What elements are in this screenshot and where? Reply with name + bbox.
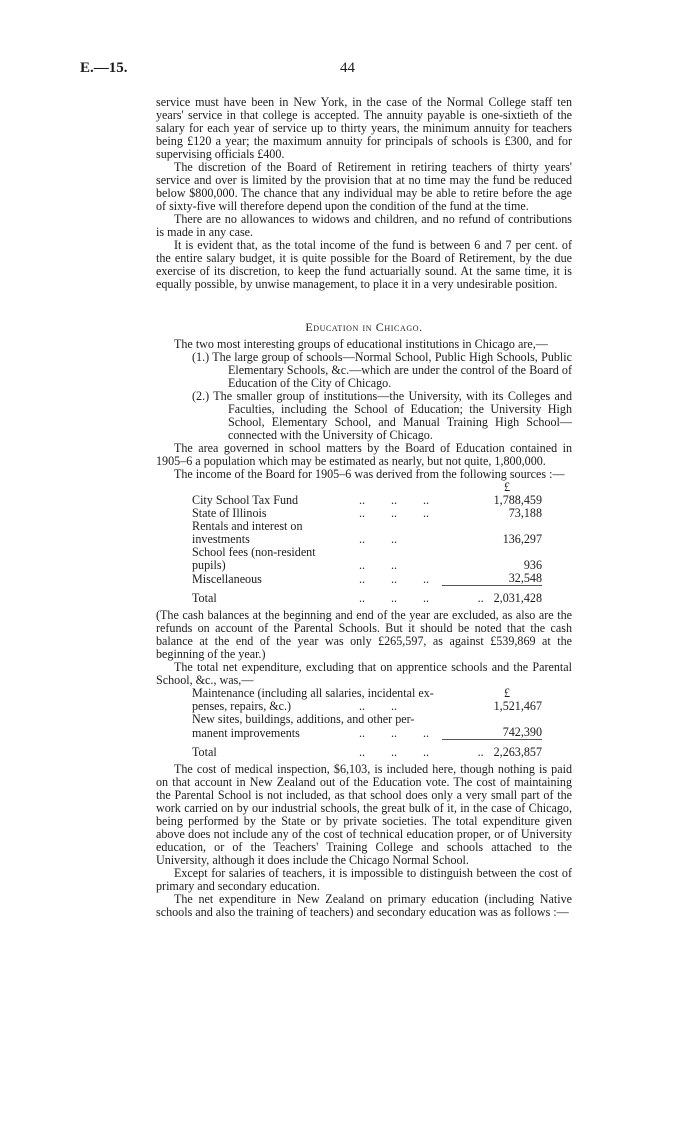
leader-dots: .. xyxy=(477,591,484,605)
leader-dots: .. xyxy=(422,571,430,586)
table-row xyxy=(192,572,542,586)
row-label: School fees (non-resident pupils) xyxy=(192,545,316,572)
paragraph: The total net expenditure, excluding that on apprentice schools and the Parental School, &c., was,— xyxy=(156,660,572,687)
leader-dots: .. xyxy=(358,745,366,759)
paragraph: The net expenditure in New Zealand on primary education (including Native schools and also the training of teachers) and secondary education was as follows :— xyxy=(156,892,572,919)
total-amount xyxy=(442,586,542,606)
row-amount: 73,188 xyxy=(508,506,542,520)
leader-dots: .. xyxy=(390,493,398,507)
row-label: Miscellaneous xyxy=(192,571,262,586)
table-row xyxy=(192,546,542,572)
leader-dots: .. xyxy=(358,571,366,586)
leader-dots: .. xyxy=(390,571,398,586)
list-text: The large group of schools—Normal School, Public High Schools, Public Elementary Schools, &c.—which are under the control of the Board of Education of the City of Chicago. xyxy=(212,350,572,390)
list-number: (1.) xyxy=(192,350,210,364)
row-amount: 136,297 xyxy=(502,532,542,546)
total-value: 2,031,428 xyxy=(493,591,542,605)
leader-dots: .. xyxy=(422,591,430,605)
paragraph: The two most interesting groups of educational institutions in Chicago are,— xyxy=(174,337,548,351)
leader-dots: .. xyxy=(358,725,366,740)
leader-dots: .. xyxy=(390,558,398,572)
leader-dots: .. xyxy=(390,506,398,520)
paragraph: The cost of medical inspection, $6,103, is included here, though nothing is paid on that account in New Zealand out of the Education vote. The cost of maintaining the Parental School is not included, as that school does only a very small part of the work carried on by our industrial schools, the great bulk of it, in the case of Chicago, being performed by the State or by private societies. The total expenditure given above does not include any of the cost of technical education proper, or of University education, or of the Teachers' Training College and schools attached to the University, although it does include the Chicago Normal School. xyxy=(156,762,572,867)
page-number: 44 xyxy=(340,60,355,76)
list-item xyxy=(192,390,572,442)
leader-dots: .. xyxy=(358,532,366,546)
currency-symbol: £ xyxy=(503,480,511,494)
row-label-continued: manent improvements xyxy=(192,725,300,740)
row-label: Rentals and interest on investments xyxy=(192,519,303,546)
row-label-continued: penses, repairs, &c.) xyxy=(192,699,292,713)
section-heading: Education in Chicago. xyxy=(305,320,423,334)
leader-dots: .. xyxy=(422,725,430,740)
table-row xyxy=(192,726,542,740)
paragraph: Except for salaries of teachers, it is impossible to distinguish between the cost of primary and secondary education. xyxy=(156,866,572,893)
leader-dots: .. xyxy=(358,506,366,520)
leader-dots: .. xyxy=(390,591,398,605)
leader-dots: .. xyxy=(422,506,430,520)
row-amount: 1,521,467 xyxy=(493,699,542,713)
total-value: 2,263,857 xyxy=(493,745,542,759)
leader-dots: .. xyxy=(390,725,398,740)
total-amount xyxy=(442,740,542,760)
row-amount: 742,390 xyxy=(442,726,542,740)
list-number: (2.) xyxy=(192,389,210,403)
paragraph: service must have been in New York, in the case of the Normal College staff ten years' service in that college is accepted. The annuity payable is one-sixtieth of the salary for each year of service up to thirty years, the minimum annuity for teachers being £120 a year; the maximum annuity for principals of schools is £300, and for supervising officials £400. xyxy=(156,95,572,161)
total-label: Total xyxy=(192,745,217,759)
row-amount: 1,788,459 xyxy=(493,493,542,507)
page-body xyxy=(156,96,572,919)
leader-dots: .. xyxy=(390,532,398,546)
row-label: New sites, buildings, additions, and other per- xyxy=(192,712,415,726)
paragraph: It is evident that, as the total income of the fund is between 6 and 7 per cent. of the entire salary budget, it is quite possible for the Board of Retirement, by the due exercise of its discretion, to keep the fund actuarially sound. At the same time, it is equally possible, by unwise management, to place it in a very undesirable position. xyxy=(156,238,572,291)
income-table xyxy=(192,481,542,605)
total-row xyxy=(192,586,542,606)
paragraph: The area governed in school matters by the Board of Education contained in 1905–6 a population which may be estimated as nearly, but not quite, 1,800,000. xyxy=(156,441,572,468)
leader-dots: .. xyxy=(358,699,366,713)
leader-dots: .. xyxy=(477,745,484,759)
paragraph: (The cash balances at the beginning and end of the year are excluded, as also are the refunds on account of the Parental Schools. But it should be noted that the cash balance at the end of the year was only £265,597, as against £539,869 at the beginning of the year.) xyxy=(156,608,572,661)
leader-dots: .. xyxy=(390,745,398,759)
paragraph: The income of the Board for 1905–6 was derived from the following sources :— xyxy=(174,467,565,481)
paragraph: The discretion of the Board of Retirement in retiring teachers of thirty years' service and over is limited by the provision that at no time may the fund be reduced below $800,000. The chance that any individual may be able to retire before the age of sixty-five will therefore depend upon the condition of the fund at the time. xyxy=(156,160,572,213)
leader-dots: .. xyxy=(422,745,430,759)
row-amount: 936 xyxy=(523,558,542,572)
row-label: City School Tax Fund xyxy=(192,493,299,507)
expenditure-table xyxy=(192,687,542,759)
total-label: Total xyxy=(192,591,217,605)
leader-dots: .. xyxy=(358,493,366,507)
list-item xyxy=(192,351,572,390)
document-reference: E.—15. xyxy=(80,60,128,76)
leader-dots: .. xyxy=(422,493,430,507)
leader-dots: .. xyxy=(358,591,366,605)
list-text: The smaller group of institutions—the University, with its Colleges and Faculties, including the School of Education; the University High School, Elementary School, and Manual Training High School—connected with the University of Chicago. xyxy=(213,389,572,442)
currency-symbol: £ xyxy=(503,686,511,700)
table-row xyxy=(192,520,542,546)
total-row xyxy=(192,740,542,760)
table-row xyxy=(192,713,542,726)
paragraph: There are no allowances to widows and children, and no refund of contributions is made in any case. xyxy=(156,212,572,239)
row-label: Maintenance (including all salaries, incidental ex- xyxy=(192,686,434,700)
leader-dots: .. xyxy=(390,699,398,713)
leader-dots: .. xyxy=(358,558,366,572)
row-label: State of Illinois xyxy=(192,506,267,520)
row-amount: 32,548 xyxy=(442,572,542,586)
